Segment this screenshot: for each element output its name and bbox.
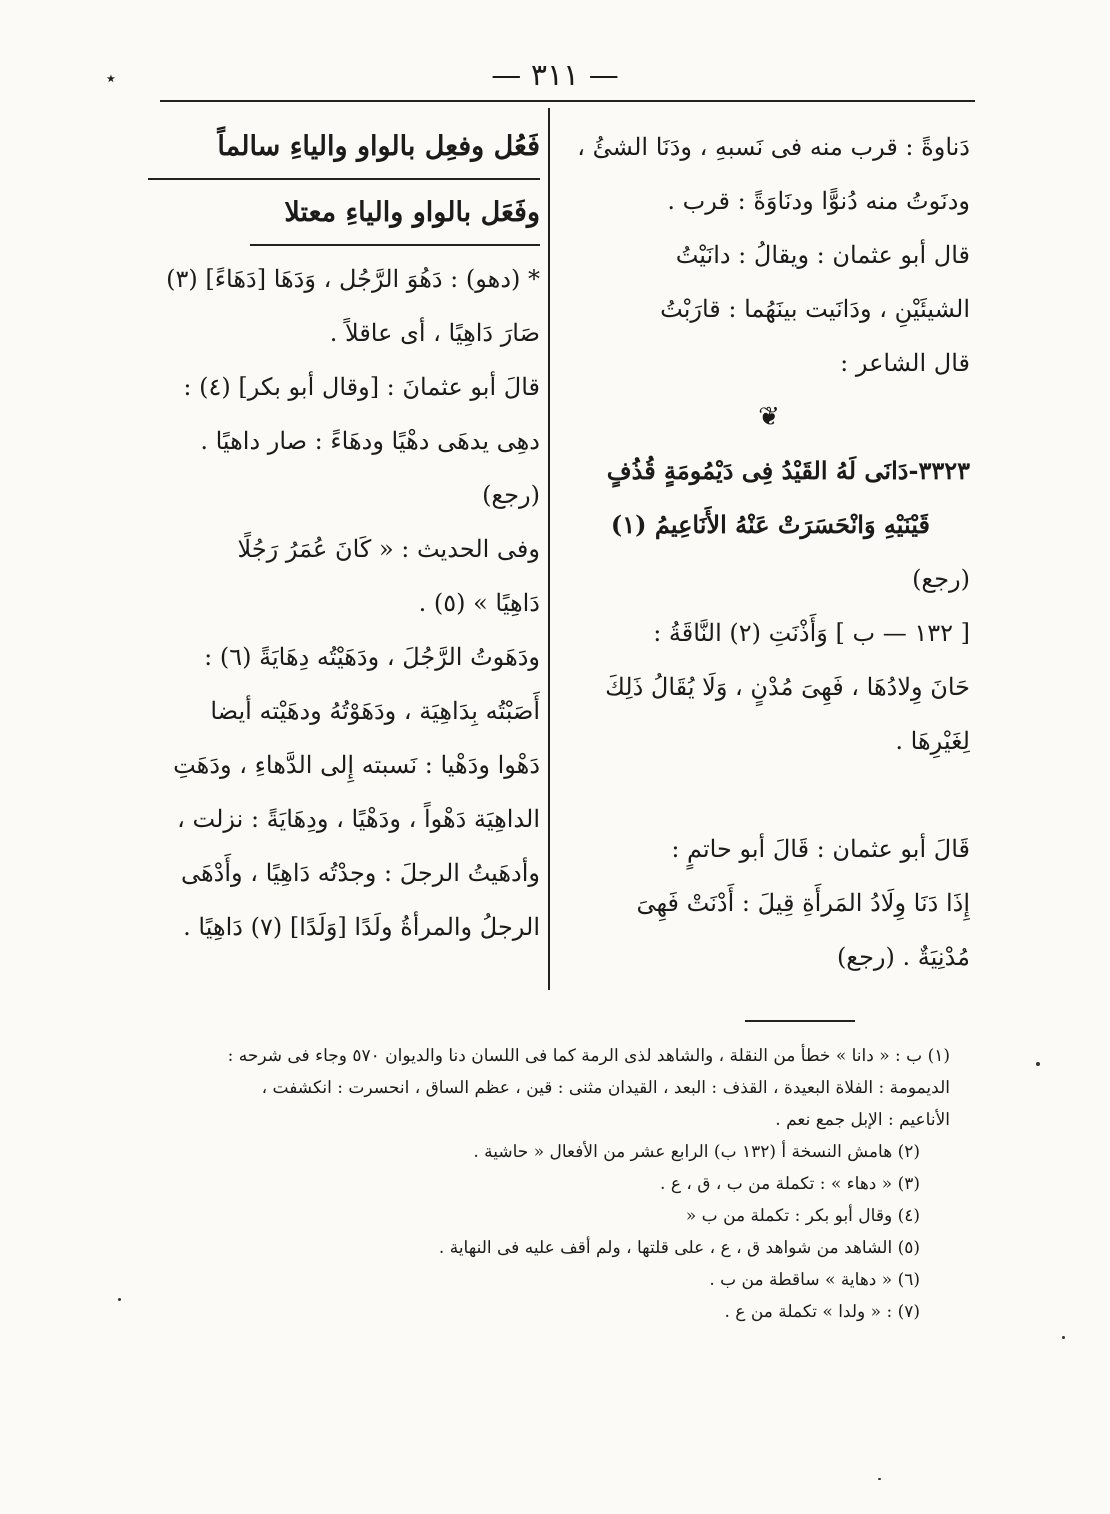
footnote: (٦) « دهاية » ساقطة من ب . [709, 1270, 920, 1290]
spacer [568, 768, 970, 822]
text-line: أَصَبْتُه بِدَاهِيَة ، ودَهَوْتُهُ ودهَيْته أيضا [210, 697, 540, 725]
footnote: (٥) الشاهد من شواهد ق ، ع ، على قلتها ، ولم أقف عليه فى النهاية . [438, 1238, 920, 1258]
print-speck [878, 1478, 881, 1480]
heading-rule [148, 178, 540, 180]
text-line: ودنَوتُ منه دُنوًّا ودنَاوَةً : قرب . [667, 187, 970, 215]
footnote-rule [745, 1020, 855, 1022]
footnotes [140, 1040, 950, 1328]
reference-mark: (رجع) [912, 565, 970, 593]
text-line: دهِى يدهَى دهْيًا ودهَاءً : صار داهيًا . [200, 427, 540, 455]
reference-mark: (رجع) [482, 481, 540, 509]
text-line: لِغَيْرِهَا . [895, 727, 970, 755]
footnote: الديمومة : الفلاة البعيدة ، القذف : البعد ، القيدان مثنى : قين ، عظم الساق ، انحسرت : انكشفت ، [261, 1078, 950, 1098]
text-line: * (دهو) : دَهُوَ الرَّجُل ، وَدَهَا [دَهَاءً] (٣) [166, 265, 540, 293]
text-line: الداهِيَة دَهْواً ، ودَهْيًا ، ودِهَايَةً : نزلت ، [177, 805, 540, 833]
text-line: ودَهَوتُ الرَّجُلَ ، ودَهَيْتُه دِهَايَةً (٦) : [204, 643, 540, 671]
footnote: (٤) وقال أبو بكر : تكملة من ب « [685, 1206, 920, 1226]
verse-line: قَيْنَيْهِ وَانْحَسَرَتْ عَنْهُ الأَنَاعِيمُ (١) [610, 510, 930, 539]
text-line: دَناوةً : قرب منه فى نَسبهِ ، ودَنَا الشئُ ، [577, 133, 970, 161]
footnote: (٣) « دهاء » : تكملة من ب ، ق ، ع . [660, 1174, 920, 1194]
text-line: وأدهَيتُ الرجلَ : وجدْتُه دَاهِيًا ، وأَدْهَى [181, 859, 540, 887]
text-line: قَالَ أبو عثمان : قَالَ أبو حاتمٍ : [671, 835, 970, 863]
column-divider [548, 108, 550, 990]
heading-rule [250, 244, 540, 246]
right-column [568, 120, 970, 984]
text-line: قال الشاعر : [840, 349, 970, 377]
print-speck [118, 1298, 121, 1301]
left-column [148, 120, 540, 954]
text-line: وفى الحديث : « كَانَ عُمَرُ رَجُلًا [237, 535, 540, 563]
text-line: الشيئَيْنِ ، ودَانَيت بينَهُما : قارَبْتُ [660, 295, 970, 323]
footnote: الأناعيم : الإبل جمع نعم . [775, 1110, 950, 1130]
fleuron-ornament: ❦ [758, 402, 780, 432]
page-number: — ٣١١ — [491, 58, 619, 93]
text-line: قالَ أبو عثمانَ : [وقال أبو بكر] (٤) : [183, 373, 540, 401]
verse-line: ٣٣٢٣-دَانَى لَهُ القَيْدُ فِى دَيْمُومَةٍ قُذُفٍ [606, 456, 970, 485]
text-line: قال أبو عثمان : ويقالُ : دانَيْتُ [675, 241, 970, 269]
text-line: دَهْوا ودَهْيا : نَسبته إِلى الدَّهاءِ ، ودَهَتِ [173, 751, 540, 779]
text-line: حَانَ وِلادُهَا ، فَهِىَ مُدْنٍ ، وَلَا يُقَالُ ذَلِكَ [605, 673, 970, 701]
footnote: (١) ب : « دانا » خطأ من النقلة ، والشاهد لذى الرمة كما فى اللسان دنا والديوان ٥٧٠ وجاء فى شرحه : [227, 1046, 950, 1066]
text-line: صَارَ دَاهِيًا ، أى عاقلاً . [329, 319, 540, 347]
print-speck [1062, 1336, 1065, 1339]
section-subheading: وفَعَل بالواو والياءِ معتلا [284, 197, 540, 228]
print-speck [1036, 1062, 1040, 1066]
footnote: (٢) هامش النسخة أ (١٣٢ ب) الرابع عشر من الأفعال « حاشية . [473, 1142, 920, 1162]
section-heading: فَعُل وفعِل بالواو والياءِ سالماً [217, 131, 540, 162]
text-line: مُدْنِيَةٌ . (رجع) [836, 943, 970, 971]
text-line: إِذَا دَنَا وِلَادُ المَرأَةِ قِيلَ : أَدْنَتْ فَهِىَ [636, 889, 970, 917]
text-line: دَاهِيًا » (٥) . [418, 589, 540, 617]
footnote: (٧) : « ولدا » تكملة من ع . [724, 1302, 920, 1322]
text-line: الرجلُ والمرأةُ ولَدًا [وَلَدًا] (٧) دَاهِيًا . [183, 913, 540, 941]
corner-mark: ٭ [106, 68, 116, 89]
text-line: [ ١٣٢ — ب ] وَأَذْنَتِ (٢) النَّاقَةُ : [653, 619, 970, 647]
header-rule [160, 100, 975, 102]
